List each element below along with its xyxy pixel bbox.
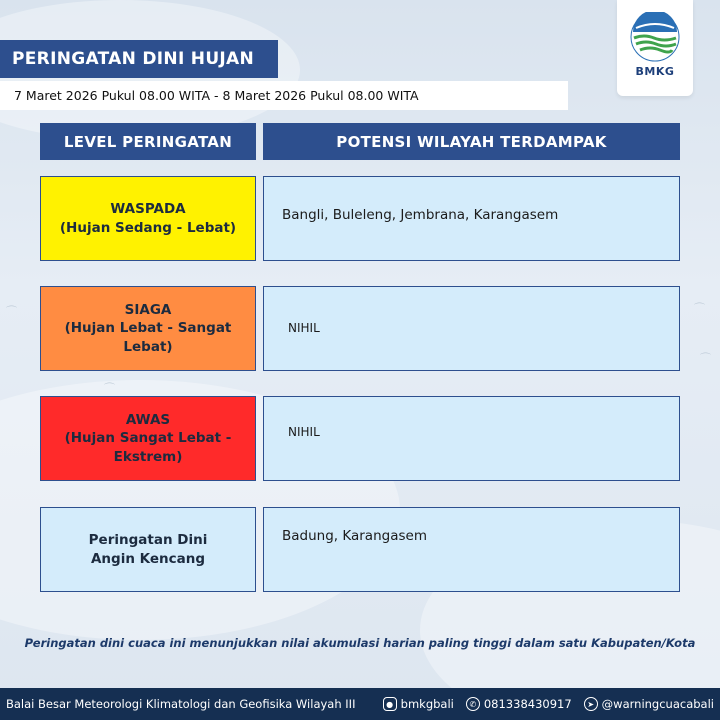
instagram-handle: bmkgbali: [400, 697, 454, 711]
area-awas: NIHIL: [263, 396, 680, 481]
instagram-link[interactable]: [383, 697, 454, 711]
level-sub: (Hujan Sedang - Lebat): [59, 219, 237, 236]
whatsapp-number: 081338430917: [483, 697, 572, 711]
header-area: POTENSI WILAYAH TERDAMPAK: [263, 123, 680, 160]
whatsapp-icon: ✆: [466, 697, 480, 711]
level-name: SIAGA: [124, 302, 172, 319]
bmkg-logo-icon: [630, 12, 680, 62]
level-angin-kencang: [40, 507, 256, 592]
level-waspada: [40, 176, 256, 261]
area-siaga: NIHIL: [263, 286, 680, 371]
bmkg-logo: [617, 0, 693, 96]
bird-decoration: ⌒: [6, 305, 17, 318]
level-name: Peringatan Dini Angin Kencang: [88, 532, 208, 567]
bird-decoration: ⌒: [694, 302, 705, 315]
level-sub: (Hujan Sangat Lebat - Ekstrem): [64, 430, 232, 465]
instagram-icon: ●: [383, 697, 397, 711]
telegram-handle: @warningcuacabali: [601, 697, 714, 711]
area-waspada: Bangli, Buleleng, Jembrana, Karangasem: [263, 176, 680, 261]
area-angin-kencang: Badung, Karangasem: [263, 507, 680, 592]
level-awas: [40, 396, 256, 481]
bird-decoration: ⌒: [700, 352, 711, 365]
bird-decoration: ⌒: [104, 382, 115, 395]
header-level: LEVEL PERINGATAN: [40, 123, 256, 160]
footnote: Peringatan dini cuaca ini menunjukkan nilai akumulasi harian paling tinggi dalam satu Kabupaten/Kota: [24, 636, 696, 650]
level-sub: (Hujan Lebat - Sangat Lebat): [64, 320, 232, 355]
level-name: AWAS: [125, 412, 171, 429]
logo-text: BMKG: [635, 65, 675, 78]
page-title: PERINGATAN DINI HUJAN: [0, 40, 278, 78]
level-siaga: [40, 286, 256, 371]
level-name: WASPADA: [110, 201, 186, 218]
telegram-link[interactable]: [584, 697, 714, 711]
footer: [0, 688, 720, 720]
whatsapp-link[interactable]: [466, 697, 572, 711]
period-text: 7 Maret 2026 Pukul 08.00 WITA - 8 Maret 2026 Pukul 08.00 WITA: [0, 81, 568, 110]
footer-org: Balai Besar Meteorologi Klimatologi dan Geofisika Wilayah III: [6, 697, 356, 711]
telegram-icon: ➤: [584, 697, 598, 711]
